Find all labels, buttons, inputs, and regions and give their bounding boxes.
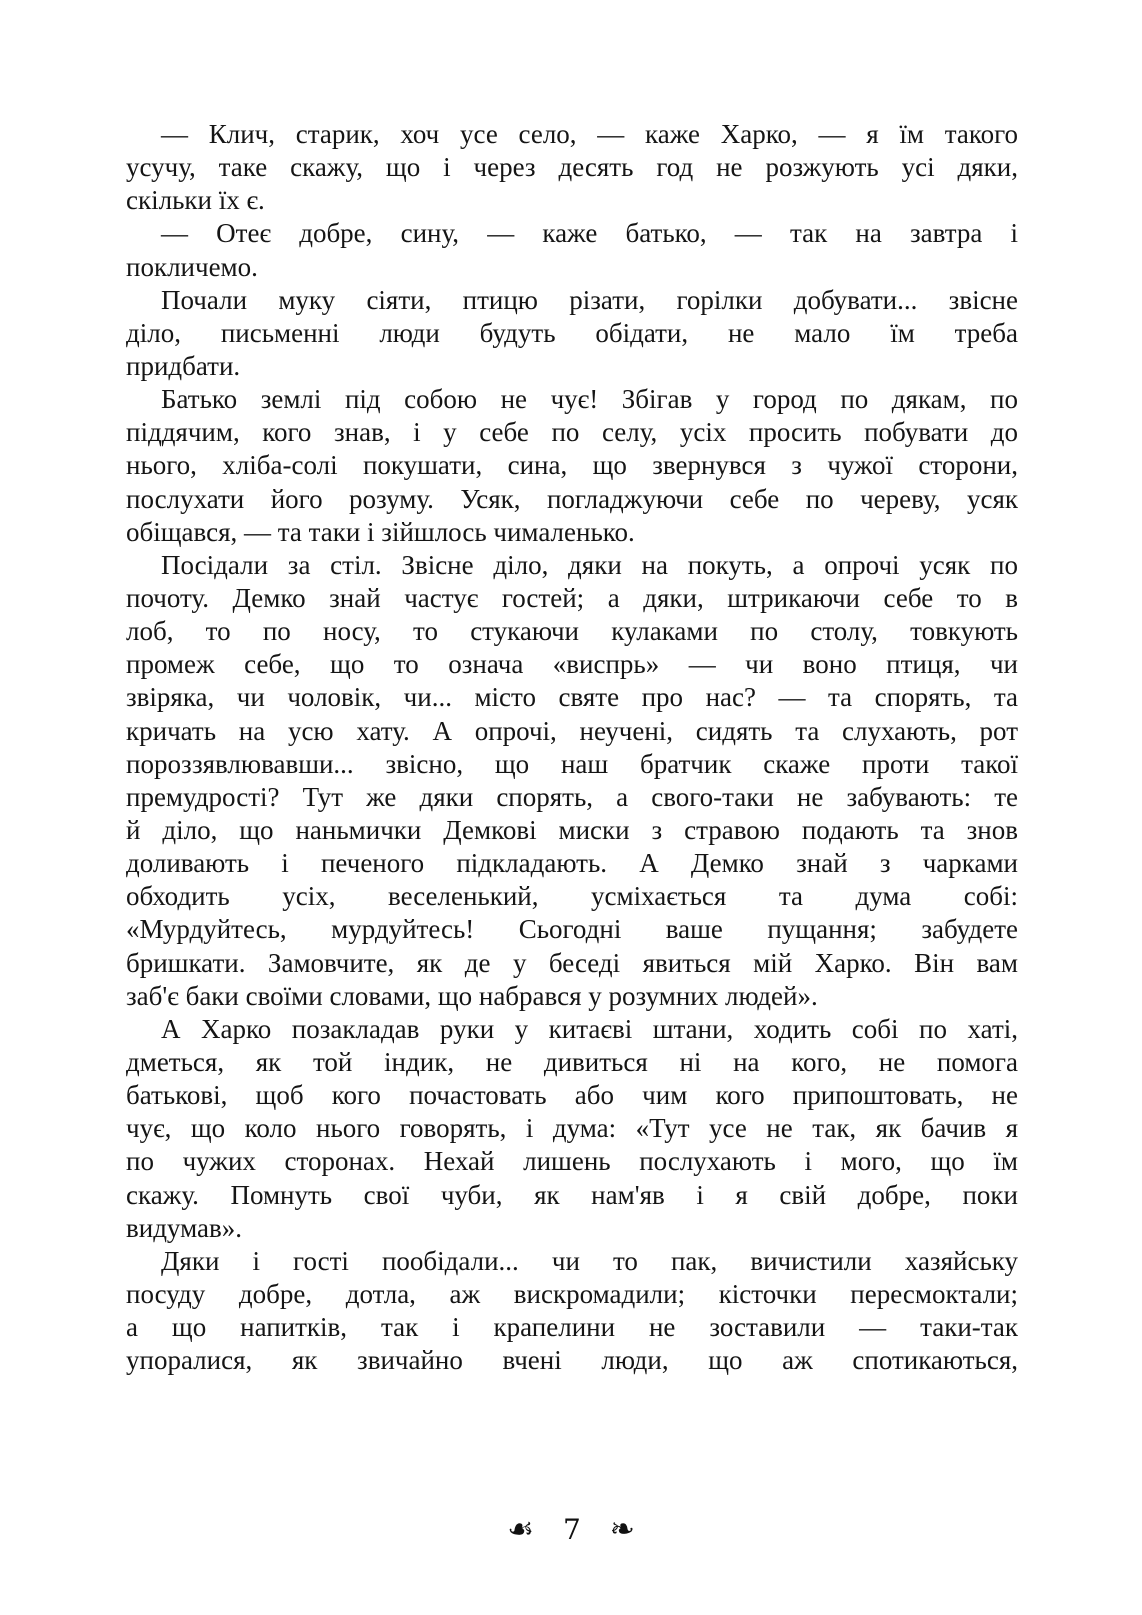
text-line: пороззявлювавши... звісно, що наш братчик скаже проти такої [126,748,1018,779]
text-line: послухати його розуму. Усяк, погладжуючи себе по череву, усяк [126,483,1018,514]
text-line: посуду добре, дотла, аж вискромадили; кісточки пересмоктали; [126,1278,1018,1309]
text-line: кричать на усю хату. А опрочі, неучені, сидять та слухають, рот [126,715,1018,746]
text-line: по чужих сторонах. Нехай лишень послухають і мого, що їм [126,1146,1018,1177]
ornament-left-icon: ☙ [507,1512,535,1547]
text-line: чує, що коло нього говорять, і дума: «Тут усе не так, як бачив я [126,1113,1018,1144]
text-line: промеж себе, що то означа «виспрь» — чи воно птиця, чи [126,649,1018,680]
text-line: піддячим, кого знав, і у себе по селу, усіх просить побувати до [126,417,1018,448]
text-line: А Харко позакладав руки у китаєві штани, ходить собі по хаті, [161,1013,1018,1044]
text-line: скажу. Помнуть свої чуби, як нам'яв і я свій добре, поки [126,1179,1018,1210]
text-line: бришкати. Замовчите, як де у беседі явиться мій Харко. Він вам [126,947,1018,978]
body-text [126,118,1018,1377]
text-line: Батько землі під собою не чує! Збігав у город по дякам, по [161,384,1018,415]
text-line: упоралися, як звичайно вчені люди, що аж спотикаються, [126,1345,1018,1376]
text-line: й діло, що наньмички Демкові миски з стравою подають та знов [126,814,1018,845]
text-line: придбати. [126,350,241,381]
text-line: «Мурдуйтесь, мурдуйтесь! Сьогодні ваше пущання; забудете [126,914,1018,945]
text-line: Почали муку сіяти, птицю різати, горілки добувати... звісне [161,284,1018,315]
text-line: заб'є баки своїми словами, що набрався у розумних людей». [126,980,818,1011]
text-line: нього, хліба-солі покушати, сина, що звернувся з чужої сторони, [126,450,1018,481]
text-line: батькові, щоб кого почастовать або чим кого припоштовать, не [126,1080,1018,1111]
ornament-right-icon: ❧ [609,1512,635,1547]
text-line: Посідали за стіл. Звісне діло, дяки на покуть, а опрочі усяк по [161,549,1018,580]
text-line: дметься, як той індик, не дивиться ні на кого, не помога [126,1046,1018,1077]
text-line: Дяки і гості пообідали... чи то пак, вичистили хазяйську [161,1245,1018,1276]
text-line: діло, письменні люди будуть обідати, не мало їм треба [126,317,1018,348]
page-footer [0,1512,1142,1547]
text-line: почоту. Демко знай частує гостей; а дяки, штрикаючи себе то в [126,582,1018,613]
text-line: видумав». [126,1212,242,1243]
text-line: звіряка, чи чоловік, чи... місто святе про нас? — та спорять, та [126,682,1018,713]
text-line: доливають і печеного підкладають. А Демко знай з чарками [126,848,1018,879]
text-line: а що напитків, так і крапелини не зоставили — таки-так [126,1312,1018,1343]
text-line: усучу, таке скажу, що і через десять год не розжують усі дяки, [126,152,1018,183]
text-line: обходить усіх, веселенький, усміхається та дума собі: [126,881,1018,912]
text-line: — Отеє добре, сину, — каже батько, — так на завтра і [161,218,1018,249]
text-line: — Клич, старик, хоч усе село, — каже Харко, — я їм такого [161,119,1018,149]
text-line: обіщався, — та таки і зійшлось чималенько. [126,516,635,547]
text-line: лоб, то по носу, то стукаючи кулаками по столу, товкують [126,616,1018,647]
text-line: скільки їх є. [126,185,265,216]
text-line: покличемо. [126,251,258,282]
page-number: 7 [562,1513,581,1546]
text-line: премудрості? Тут же дяки спорять, а свого-таки не забувають: те [126,781,1018,812]
